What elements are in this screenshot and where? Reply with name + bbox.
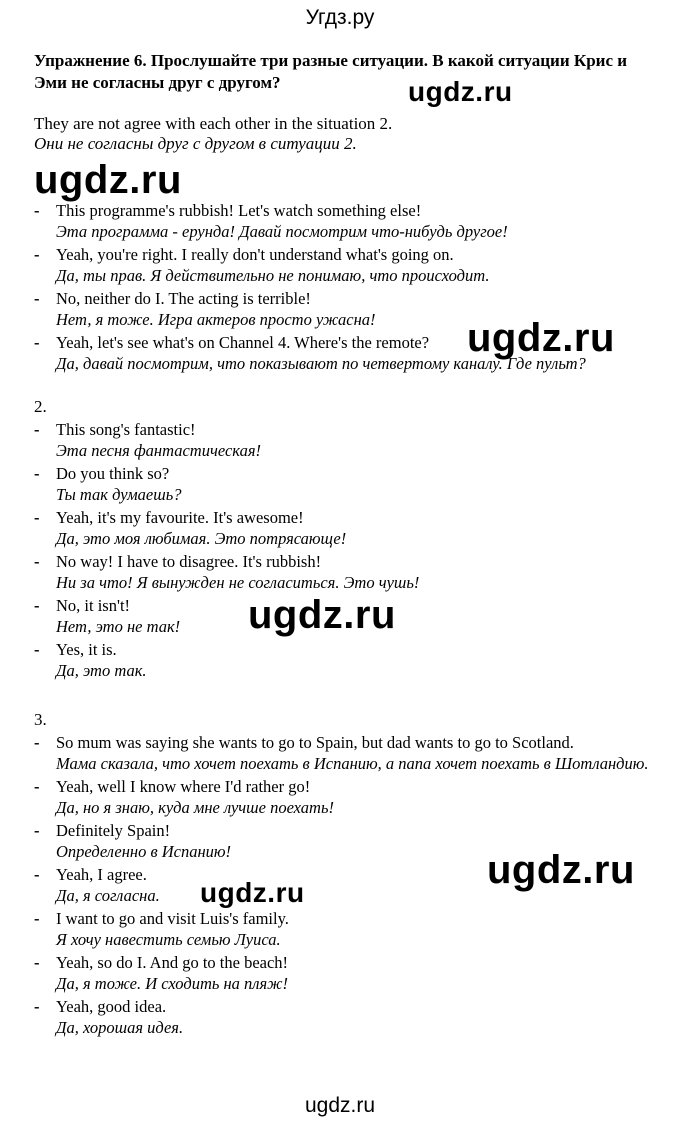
dialogue-line	[34, 595, 674, 637]
dash-marker: -	[34, 777, 40, 796]
site-title: Угдз.ру	[305, 6, 375, 29]
answer-russian: Они не согласны друг с другом в ситуации 2.	[34, 134, 357, 153]
dialogue-line	[34, 200, 674, 242]
watermark: ugdz.ru	[200, 877, 305, 908]
line-russian: Нет, это не так!	[56, 617, 181, 636]
situation-1	[34, 200, 674, 376]
dialogue-line	[34, 776, 674, 818]
line-russian: Да, это моя любимая. Это потрясающе!	[56, 529, 347, 548]
answer-block	[34, 114, 392, 154]
line-russian: Да, хорошая идея.	[56, 1018, 184, 1037]
exercise-heading: Упражнение 6. Прослушайте три разные ситуации. В какой ситуации Крис и Эми не согласны друг с другом?	[34, 51, 628, 92]
line-russian: Ты так думаешь?	[56, 485, 182, 504]
line-english: No, neither do I. The acting is terrible!	[56, 289, 311, 308]
dialogue-line	[34, 288, 674, 330]
dash-marker: -	[34, 596, 40, 615]
dialogue-line	[34, 419, 674, 461]
line-english: Yeah, it's my favourite. It's awesome!	[56, 508, 304, 527]
dash-marker: -	[34, 333, 40, 352]
dialogue-line	[34, 908, 674, 950]
line-russian: Да, я тоже. И сходить на пляж!	[56, 974, 289, 993]
line-english: Yeah, you're right. I really don't understand what's going on.	[56, 245, 454, 264]
dialogue-line	[34, 507, 674, 549]
line-english: No way! I have to disagree. It's rubbish!	[56, 552, 322, 571]
footer-watermark: ugdz.ru	[304, 1094, 376, 1117]
dash-marker: -	[34, 909, 40, 928]
line-english: Yeah, well I know where I'd rather go!	[56, 777, 311, 796]
line-english: This song's fantastic!	[56, 420, 196, 439]
line-russian: Мама сказала, что хочет поехать в Испанию, а папа хочет поехать в Шотландию.	[56, 754, 649, 773]
dialogue-line	[34, 551, 674, 593]
line-russian: Эта программа - ерунда! Давай посмотрим что-нибудь другое!	[56, 222, 508, 241]
dialogue-line	[34, 463, 674, 505]
dash-marker: -	[34, 245, 40, 264]
situation-2	[34, 397, 674, 683]
line-english: Yeah, let's see what's on Channel 4. Where's the remote?	[56, 333, 430, 352]
line-english: So mum was saying she wants to go to Spain, but dad wants to go to Scotland.	[56, 733, 574, 752]
line-russian: Ни за что! Я вынужден не согласиться. Это чушь!	[56, 573, 420, 592]
watermark: ugdz.ru	[487, 848, 635, 892]
dialogue-line	[34, 952, 674, 994]
line-russian: Я хочу навестить семью Луиса.	[56, 930, 281, 949]
dash-marker: -	[34, 953, 40, 972]
line-russian: Да, я согласна.	[56, 886, 160, 905]
dash-marker: -	[34, 464, 40, 483]
dash-marker: -	[34, 420, 40, 439]
line-russian: Да, давай посмотрим, что показывают по четвертому каналу. Где пульт?	[56, 354, 586, 373]
dialogue-line	[34, 639, 674, 681]
line-english: Yeah, I agree.	[56, 865, 147, 884]
line-english: Do you think so?	[56, 464, 170, 483]
watermark: ugdz.ru	[34, 158, 182, 202]
line-english: This programme's rubbish! Let's watch something else!	[56, 201, 422, 220]
line-english: I want to go and visit Luis's family.	[56, 909, 289, 928]
dash-marker: -	[34, 552, 40, 571]
line-russian: Да, ты прав. Я действительно не понимаю, что происходит.	[56, 266, 490, 285]
line-russian: Да, но я знаю, куда мне лучше поехать!	[56, 798, 334, 817]
dash-marker: -	[34, 508, 40, 527]
dialogue-line	[34, 732, 674, 774]
dash-marker: -	[34, 640, 40, 659]
line-russian: Нет, я тоже. Игра актеров просто ужасна!	[56, 310, 376, 329]
situation-number: 3.	[34, 710, 47, 729]
line-russian: Эта песня фантастическая!	[56, 441, 261, 460]
dialogue-line	[34, 996, 674, 1038]
dialogue-line	[34, 820, 674, 862]
dialogue-line	[34, 864, 674, 906]
dash-marker: -	[34, 997, 40, 1016]
situation-number: 2.	[34, 397, 47, 416]
line-english: Yes, it is.	[56, 640, 117, 659]
line-english: Yeah, so do I. And go to the beach!	[56, 953, 289, 972]
dialogue-line	[34, 332, 674, 374]
line-english: Yeah, good idea.	[56, 997, 167, 1016]
dash-marker: -	[34, 289, 40, 308]
dash-marker: -	[34, 201, 40, 220]
answer-english: They are not agree with each other in the situation 2.	[34, 114, 393, 133]
dash-marker: -	[34, 821, 40, 840]
situation-3	[34, 710, 674, 1040]
dash-marker: -	[34, 733, 40, 752]
dash-marker: -	[34, 865, 40, 884]
watermark: ugdz.ru	[467, 316, 615, 360]
watermark: ugdz.ru	[408, 76, 513, 107]
line-russian: Определенно в Испанию!	[56, 842, 232, 861]
dialogue-line	[34, 244, 674, 286]
watermark: ugdz.ru	[248, 593, 396, 637]
line-russian: Да, это так.	[56, 661, 147, 680]
line-english: Definitely Spain!	[56, 821, 171, 840]
line-english: No, it isn't!	[56, 596, 131, 615]
